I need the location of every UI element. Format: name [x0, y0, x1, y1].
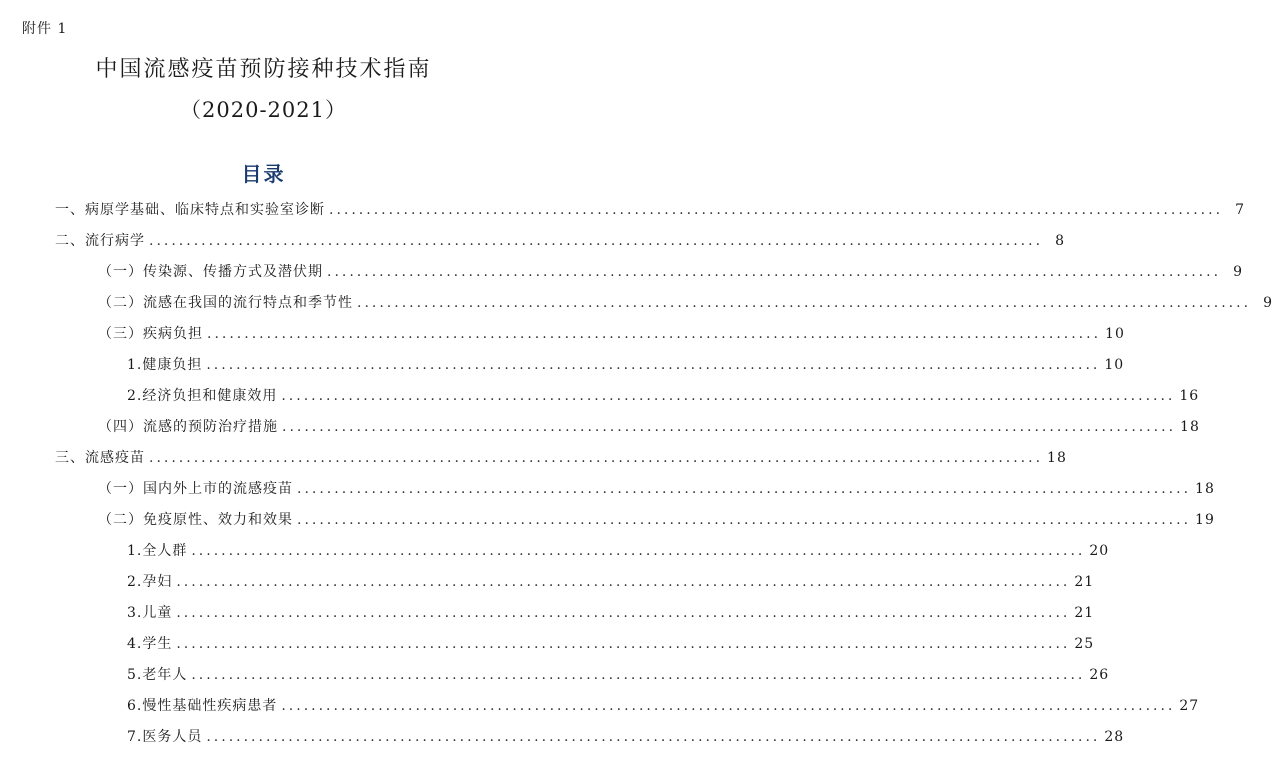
- toc-entry-label: 一、病原学基础、临床特点和实验室诊断: [55, 202, 325, 218]
- toc-leader-dots: ........................................................................................................................: [149, 233, 1044, 249]
- toc-leader-dots: ........................................................................................................................: [329, 202, 1224, 218]
- toc-entry[interactable]: [98, 261, 1244, 283]
- toc-entry-page-number: 8: [1055, 233, 1066, 249]
- toc-entry[interactable]: [127, 385, 1200, 407]
- toc-leader-dots: ........................................................................................................................: [281, 698, 1176, 714]
- toc-entry-label: 7.医务人员: [127, 729, 203, 745]
- toc-leader-dots: ........................................................................................................................: [207, 326, 1102, 342]
- toc-entry-label: （一）国内外上市的流感疫苗: [98, 481, 293, 497]
- document-subtitle: （2020-2021）: [180, 98, 347, 122]
- toc-entry-page-number: 18: [1047, 450, 1067, 466]
- toc-entry-label: 2.孕妇: [127, 574, 173, 590]
- toc-heading: 目录: [241, 162, 286, 186]
- toc-entry[interactable]: [127, 633, 1095, 655]
- toc-entry[interactable]: [127, 695, 1200, 717]
- toc-entry[interactable]: [127, 540, 1110, 562]
- toc-entry-label: 4.学生: [127, 636, 173, 652]
- toc-leader-dots: ........................................................................................................................: [282, 419, 1177, 435]
- toc-entry[interactable]: [127, 571, 1095, 593]
- toc-entry-label: 三、流感疫苗: [55, 450, 145, 466]
- toc-entry-label: （一）传染源、传播方式及潜伏期: [98, 264, 323, 280]
- toc-entry[interactable]: [98, 478, 1215, 500]
- toc-entry-page-number: 25: [1074, 636, 1095, 652]
- toc-leader-dots: ........................................................................................................................: [191, 667, 1086, 683]
- toc-entry[interactable]: [98, 509, 1215, 531]
- toc-entry-label: 1.全人群: [127, 543, 188, 559]
- attachment-label: 附件 1: [22, 21, 68, 37]
- toc-entry-label: （二）免疫原性、效力和效果: [98, 512, 293, 528]
- toc-entry-label: 二、流行病学: [55, 233, 145, 249]
- toc-entry-label: 5.老年人: [127, 667, 188, 683]
- toc-entry-page-number: 10: [1104, 357, 1125, 373]
- toc-entry[interactable]: [127, 664, 1110, 686]
- toc-entry[interactable]: [98, 323, 1125, 345]
- toc-leader-dots: ........................................................................................................................: [327, 264, 1222, 280]
- toc-entry-label: 1.健康负担: [127, 357, 203, 373]
- toc-entry[interactable]: [127, 602, 1095, 624]
- toc-entry[interactable]: [55, 199, 1246, 221]
- toc-leader-dots: ........................................................................................................................: [206, 357, 1101, 373]
- toc-leader-dots: ........................................................................................................................: [206, 729, 1101, 745]
- toc-entry-page-number: 9: [1263, 295, 1273, 311]
- toc-entry[interactable]: [98, 416, 1200, 438]
- toc-entry-page-number: 19: [1195, 512, 1215, 528]
- toc-entry[interactable]: [55, 230, 1066, 252]
- toc-entry-label: （三）疾病负担: [98, 326, 203, 342]
- toc-entry-page-number: 18: [1180, 419, 1200, 435]
- toc-leader-dots: ........................................................................................................................: [176, 574, 1071, 590]
- toc-entry[interactable]: [127, 726, 1125, 748]
- document-title: 中国流感疫苗预防接种技术指南: [95, 57, 432, 82]
- toc-entry-page-number: 18: [1195, 481, 1215, 497]
- toc-entry-page-number: 9: [1233, 264, 1244, 280]
- toc-entry-label: （四）流感的预防治疗措施: [98, 419, 278, 435]
- toc-leader-dots: ........................................................................................................................: [176, 636, 1071, 652]
- toc-entry-page-number: 20: [1089, 543, 1110, 559]
- toc-entry-page-number: 28: [1104, 729, 1125, 745]
- toc-entry-page-number: 7: [1235, 202, 1246, 218]
- toc-entry-label: 3.儿童: [127, 605, 173, 621]
- toc-entry-page-number: 21: [1074, 605, 1095, 621]
- toc-leader-dots: ........................................................................................................................: [297, 481, 1192, 497]
- toc-entry[interactable]: [98, 292, 1273, 314]
- toc-entry[interactable]: [127, 354, 1125, 376]
- toc-entry-label: 6.慢性基础性疾病患者: [127, 698, 278, 714]
- toc-entry-page-number: 26: [1089, 667, 1110, 683]
- toc-entry[interactable]: [55, 447, 1067, 469]
- toc-entry-page-number: 21: [1074, 574, 1095, 590]
- toc-leader-dots: ........................................................................................................................: [281, 388, 1176, 404]
- toc-leader-dots: ........................................................................................................................: [297, 512, 1192, 528]
- toc-leader-dots: ........................................................................................................................: [149, 450, 1044, 466]
- toc-entry-label: （二）流感在我国的流行特点和季节性: [98, 295, 353, 311]
- toc-entry-page-number: 16: [1179, 388, 1200, 404]
- toc-leader-dots: ........................................................................................................................: [357, 295, 1252, 311]
- toc-entry-label: 2.经济负担和健康效用: [127, 388, 278, 404]
- toc-entry-page-number: 10: [1105, 326, 1125, 342]
- toc-leader-dots: ........................................................................................................................: [191, 543, 1086, 559]
- toc-leader-dots: ........................................................................................................................: [176, 605, 1071, 621]
- toc-entry-page-number: 27: [1179, 698, 1200, 714]
